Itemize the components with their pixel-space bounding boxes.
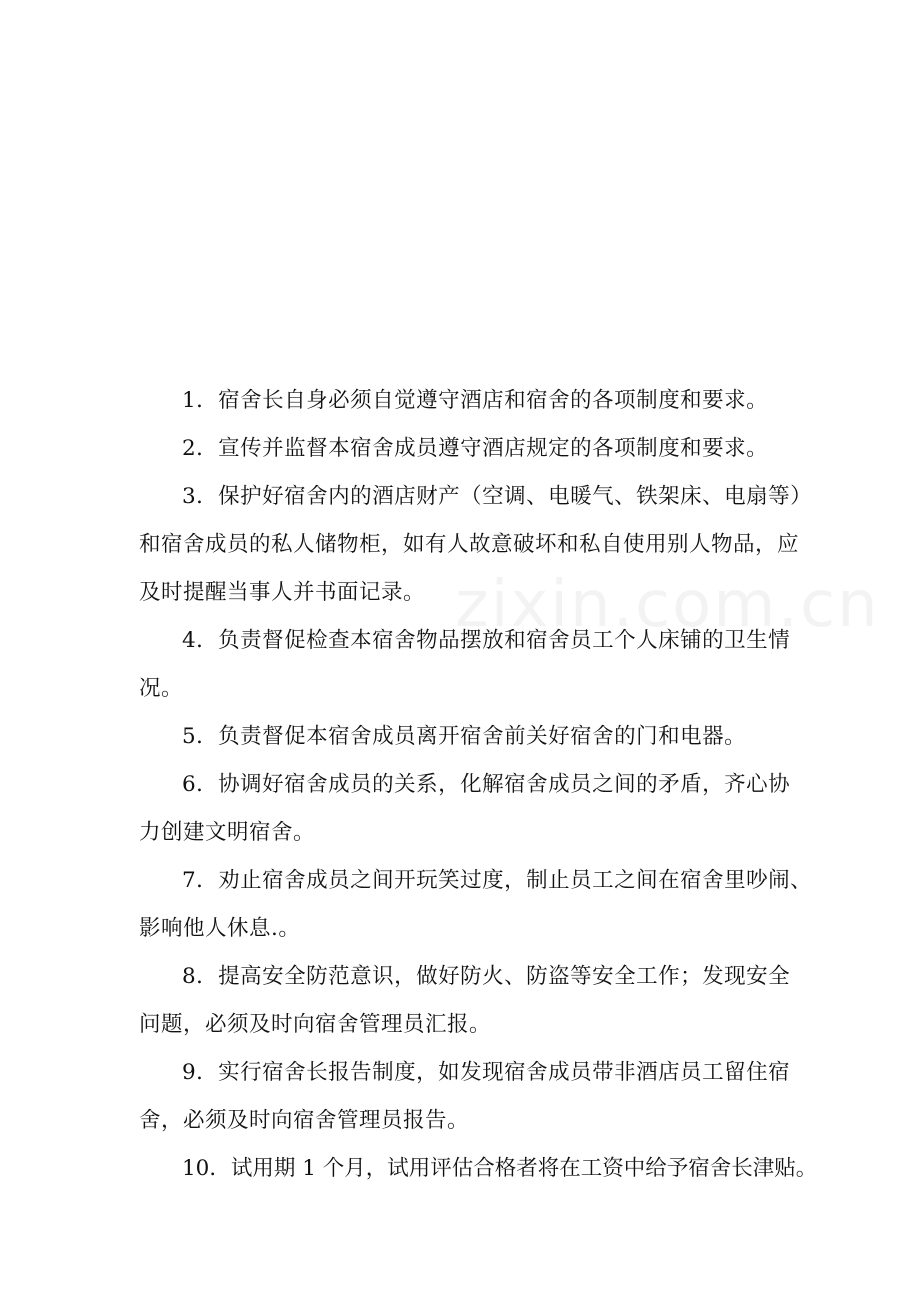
rule-3-line-2: 和宿舍成员的私人储物柜，如有人故意破坏和私自使用别人物品，应 (139, 532, 800, 557)
rule-9-line-1: 9．实行宿舍长报告制度，如发现宿舍成员带非酒店员工留住宿 (182, 1060, 791, 1085)
rule-8-line-2: 问题，必须及时向宿舍管理员汇报。 (139, 1012, 492, 1037)
rule-9-line-2: 舍，必须及时向宿舍管理员报告。 (139, 1108, 470, 1133)
rule-4-line-1: 4．负责督促检查本宿舍物品摆放和宿舍员工个人床铺的卫生情 (182, 628, 791, 653)
rule-7-line-2: 影响他人休息.。 (139, 916, 301, 941)
rule-1-line: 1．宿舍长自身必须自觉遵守酒店和宿舍的各项制度和要求。 (182, 388, 769, 413)
rule-8-line-1: 8．提高安全防范意识，做好防火、防盗等安全工作；发现安全 (182, 964, 791, 989)
rule-6-line-1: 6．协调好宿舍成员的关系，化解宿舍成员之间的矛盾，齐心协 (182, 772, 791, 797)
rule-10-line: 10．试用期 1 个月，试用评估合格者将在工资中给予宿舍长津贴。 (182, 1156, 818, 1181)
rule-2-line: 2．宣传并监督本宿舍成员遵守酒店规定的各项制度和要求。 (182, 436, 769, 461)
rule-3-line-1: 3．保护好宿舍内的酒店财产（空调、电暖气、铁架床、电扇等） (182, 484, 813, 509)
rule-3-line-3: 及时提醒当事人并书面记录。 (139, 580, 426, 605)
rule-7-line-1: 7．劝止宿舍成员之间开玩笑过度，制止员工之间在宿舍里吵闹、 (182, 868, 813, 893)
rule-4-line-2: 况。 (139, 676, 184, 701)
rule-5-line: 5．负责督促本宿舍成员离开宿舍前关好宿舍的门和电器。 (182, 724, 747, 749)
rule-6-line-2: 力创建文明宿舍。 (139, 820, 316, 845)
